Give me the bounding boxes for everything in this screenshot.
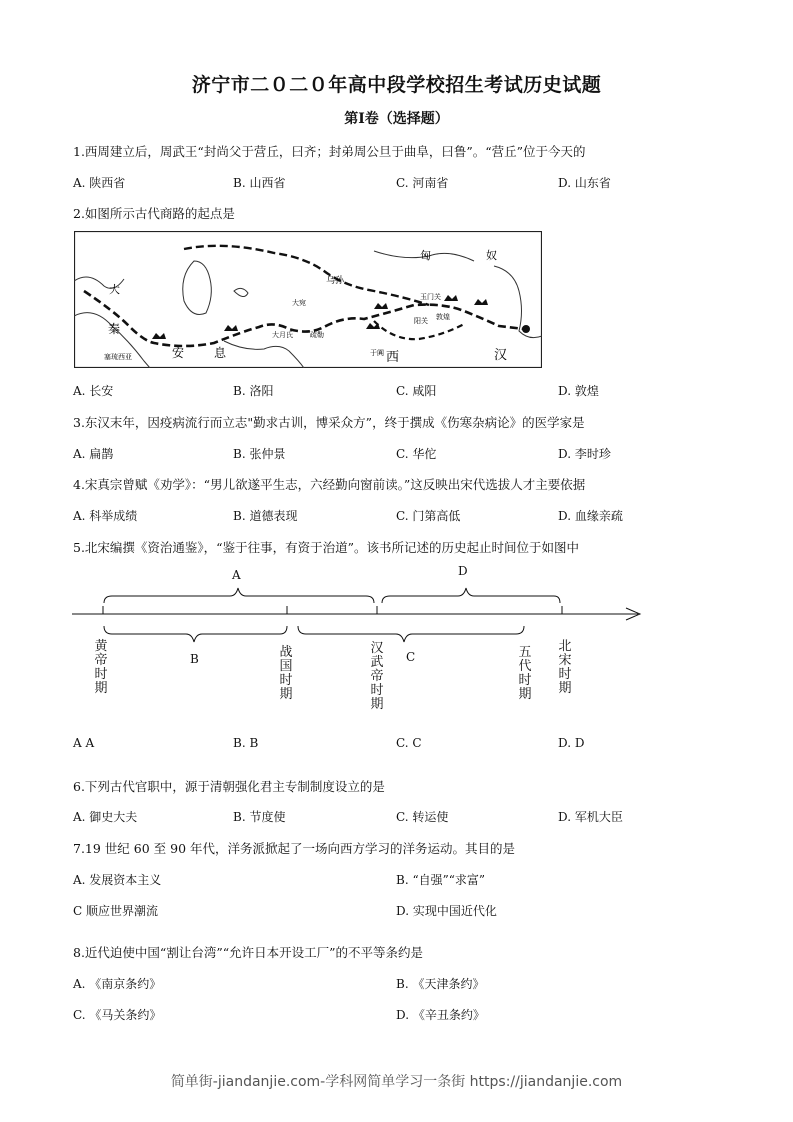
question-1-option-d[interactable]: D. 山东省 [558,176,611,190]
timeline-period-wudai: 五代时期 [518,645,532,702]
question-7-option-a[interactable]: A. 发展资本主义 [73,873,162,887]
question-7-option-d[interactable]: D. 实现中国近代化 [396,904,497,918]
question-3-option-c[interactable]: C. 华佗 [396,447,437,461]
question-4-option-a[interactable]: A. 科举成绩 [73,509,138,523]
map-label-xi: 息 [214,346,227,360]
timeline-period-zhanguo: 战国时期 [279,645,293,702]
question-3-option-b[interactable]: B. 张仲景 [233,447,286,461]
question-6-option-a[interactable]: A. 御史大夫 [73,810,138,824]
question-5-option-b[interactable]: B. B [233,736,259,750]
question-1-stem: 1.西周建立后，周武王“封尚父于营丘，曰齐；封弟周公旦于曲阜，曰鲁”。“营丘”位于今天的 [73,144,586,159]
map-label-dayuan: 大宛 [292,299,306,307]
map-label-shule: 疏勒 [310,331,324,339]
question-4-option-c[interactable]: C. 门第高低 [396,509,461,523]
timeline-bracket-b: B [190,652,199,666]
question-5-option-d[interactable]: D. D [558,736,585,750]
question-2-option-c[interactable]: C. 咸阳 [396,384,437,398]
question-1-option-c[interactable]: C. 河南省 [396,176,449,190]
map-label-qin: 秦 [108,322,121,336]
question-6-option-b[interactable]: B. 节度使 [233,810,286,824]
timeline-bracket-c: C [406,650,416,664]
silk-road-map [74,231,542,368]
timeline-period-beisong: 北宋时期 [558,639,572,696]
question-6-stem: 6.下列古代官职中，源于清朝强化君主专制制度设立的是 [73,779,385,794]
question-6-option-d[interactable]: D. 军机大臣 [558,810,623,824]
question-7-option-b[interactable]: B. “自强”“求富” [396,873,485,887]
question-6-option-c[interactable]: C. 转运使 [396,810,449,824]
map-label-han: 汉 [494,348,508,363]
question-3-stem: 3.东汉末年，因疫病流行而立志"勤求古训，博采众方”，终于撰成《伤寒杂病论》的医学家是 [73,415,585,430]
section-title: 第Ⅰ卷（选择题） [344,111,449,127]
question-2-option-a[interactable]: A. 长安 [73,384,114,398]
map-label-dunhuang: 敦煌 [436,313,450,321]
question-7-option-c[interactable]: C 顺应世界潮流 [73,904,158,918]
timeline-figure [70,562,650,722]
question-8-option-a[interactable]: A. 《南京条约》 [73,977,162,991]
question-1-option-a[interactable]: A. 陕西省 [73,176,126,190]
question-8-stem: 8.近代迫使中国“割让台湾”“允许日本开设工厂”的不平等条约是 [73,945,423,960]
map-label-seleucia: 塞琉西亚 [104,353,132,361]
question-4-option-b[interactable]: B. 道德表现 [233,509,298,523]
map-label-wusun: 乌孙 [326,276,345,286]
map-label-xiong: 匈 [420,249,431,262]
timeline-period-hanwudi: 汉武帝时期 [370,641,384,712]
timeline-period-huangdi: 黄帝时期 [94,639,108,696]
question-7-stem: 7.19 世纪 60 至 90 年代，洋务派掀起了一场向西方学习的洋务运动。其目的是 [73,841,516,856]
question-3-option-a[interactable]: A. 扁鹊 [73,447,114,461]
question-8-option-b[interactable]: B. 《天津条约》 [396,977,485,991]
question-5-option-c[interactable]: C. C [396,736,422,750]
map-label-xi2: 西 [386,350,400,365]
map-label-yutian: 于阗 [370,349,384,357]
question-1-option-b[interactable]: B. 山西省 [233,176,286,190]
page-footer[interactable]: 简单街-jiandanjie.com-学科网简单学习一条街 https://jiandanjie.com [170,1074,623,1090]
map-label-yumen: 玉门关 [420,293,441,301]
question-5-option-a[interactable]: A A [73,736,95,750]
timeline-bracket-a: A [232,568,241,582]
question-5-stem: 5.北宋编撰《资治通鉴》，“鉴于往事，有资于治道”。该书所记述的历史起止时间位于如图中 [73,540,579,555]
question-8-option-c[interactable]: C. 《马关条约》 [73,1008,162,1022]
question-2-stem: 2.如图所示古代商路的起点是 [73,206,235,221]
question-3-option-d[interactable]: D. 李时珍 [558,447,611,461]
question-2-option-d[interactable]: D. 敦煌 [558,384,599,398]
map-label-yangguan: 阳关 [414,317,428,325]
question-4-stem: 4.宋真宗曾赋《劝学》：“男儿欲遂平生志，六经勤向窗前读。”这反映出宋代选拔人才主要依据 [73,477,586,492]
map-label-an: 安 [172,346,185,360]
question-4-option-d[interactable]: D. 血缘亲疏 [558,509,623,523]
question-2-option-b[interactable]: B. 洛阳 [233,384,274,398]
question-8-option-d[interactable]: D. 《辛丑条约》 [396,1008,485,1022]
timeline-bracket-d: D [458,564,468,578]
map-label-nu: 奴 [486,249,497,262]
map-label-da: 大 [109,283,120,296]
exam-title: 济宁市二０二０年高中段学校招生考试历史试题 [191,74,602,96]
map-label-dayuezhi: 大月氏 [272,331,293,339]
